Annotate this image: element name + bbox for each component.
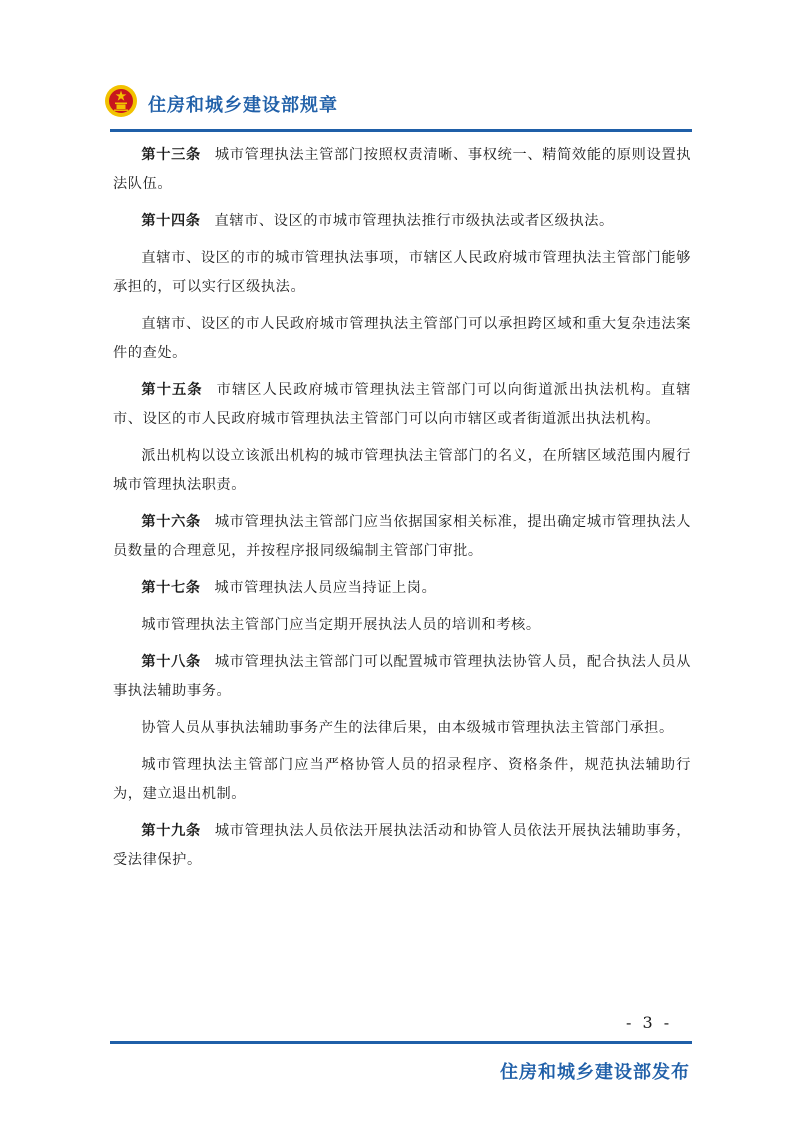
article-paragraph (113, 714, 691, 743)
article-paragraph (113, 751, 691, 809)
article-paragraph (113, 817, 691, 875)
article-paragraph (113, 376, 691, 434)
article-paragraph (113, 141, 691, 199)
article-paragraph (113, 207, 691, 236)
article-number: 第十五条 (141, 382, 203, 398)
paragraph-text: 协管人员从事执法辅助事务产生的法律后果，由本级城市管理执法主管部门承担。 (141, 720, 674, 736)
article-number: 第十四条 (141, 213, 201, 229)
paragraph-text: 城市管理执法主管部门可以配置城市管理执法协管人员，配合执法人员从事执法辅助事务。 (113, 654, 692, 699)
paragraph-text: 派出机构以设立该派出机构的城市管理执法主管部门的名义，在所辖区域范围内履行城市管理执法职责。 (113, 448, 691, 493)
national-emblem-icon (104, 84, 138, 118)
paragraph-text: 城市管理执法主管部门应当严格协管人员的招录程序、资格条件，规范执法辅助行为，建立退出机制。 (113, 757, 691, 802)
article-paragraph (113, 611, 691, 640)
page-header (104, 84, 694, 124)
article-number: 第十三条 (141, 147, 201, 163)
article-number: 第十六条 (141, 514, 201, 530)
paragraph-text: 直辖市、设区的市的城市管理执法事项，市辖区人民政府城市管理执法主管部门能够承担的，可以实行区级执法。 (113, 250, 691, 295)
article-number: 第十七条 (141, 580, 201, 596)
page-number: - 3 - (626, 1013, 673, 1032)
paragraph-text: 直辖市、设区的市城市管理执法推行市级执法或者区级执法。 (214, 213, 614, 229)
paragraph-text: 市辖区人民政府城市管理执法主管部门可以向街道派出执法机构。直辖市、设区的市人民政府城市管理执法主管部门可以向市辖区或者街道派出执法机构。 (113, 382, 691, 427)
paragraph-text: 直辖市、设区的市人民政府城市管理执法主管部门可以承担跨区域和重大复杂违法案件的查处。 (113, 316, 691, 361)
footer-title: 住房和城乡建设部发布 (500, 1062, 690, 1083)
article-paragraph (113, 648, 691, 706)
article-paragraph (113, 508, 691, 566)
paragraph-text: 城市管理执法人员应当持证上岗。 (214, 580, 437, 596)
paragraph-text: 城市管理执法主管部门应当依据国家相关标准，提出确定城市管理执法人员数量的合理意见，并按程序报同级编制主管部门审批。 (113, 514, 692, 559)
paragraph-text: 城市管理执法主管部门按照权责清晰、事权统一、精简效能的原则设置执法队伍。 (113, 147, 692, 192)
header-divider (110, 129, 692, 132)
article-number: 第十九条 (141, 823, 201, 839)
paragraph-text: 城市管理执法主管部门应当定期开展执法人员的培训和考核。 (141, 617, 541, 633)
article-paragraph (113, 442, 691, 500)
paragraph-text: 城市管理执法人员依法开展执法活动和协管人员依法开展执法辅助事务，受法律保护。 (113, 823, 692, 868)
footer-divider (110, 1041, 692, 1044)
article-paragraph (113, 574, 691, 603)
document-body (113, 141, 691, 883)
article-number: 第十八条 (141, 654, 201, 670)
header-title: 住房和城乡建设部规章 (148, 95, 338, 116)
article-paragraph (113, 310, 691, 368)
article-paragraph (113, 244, 691, 302)
